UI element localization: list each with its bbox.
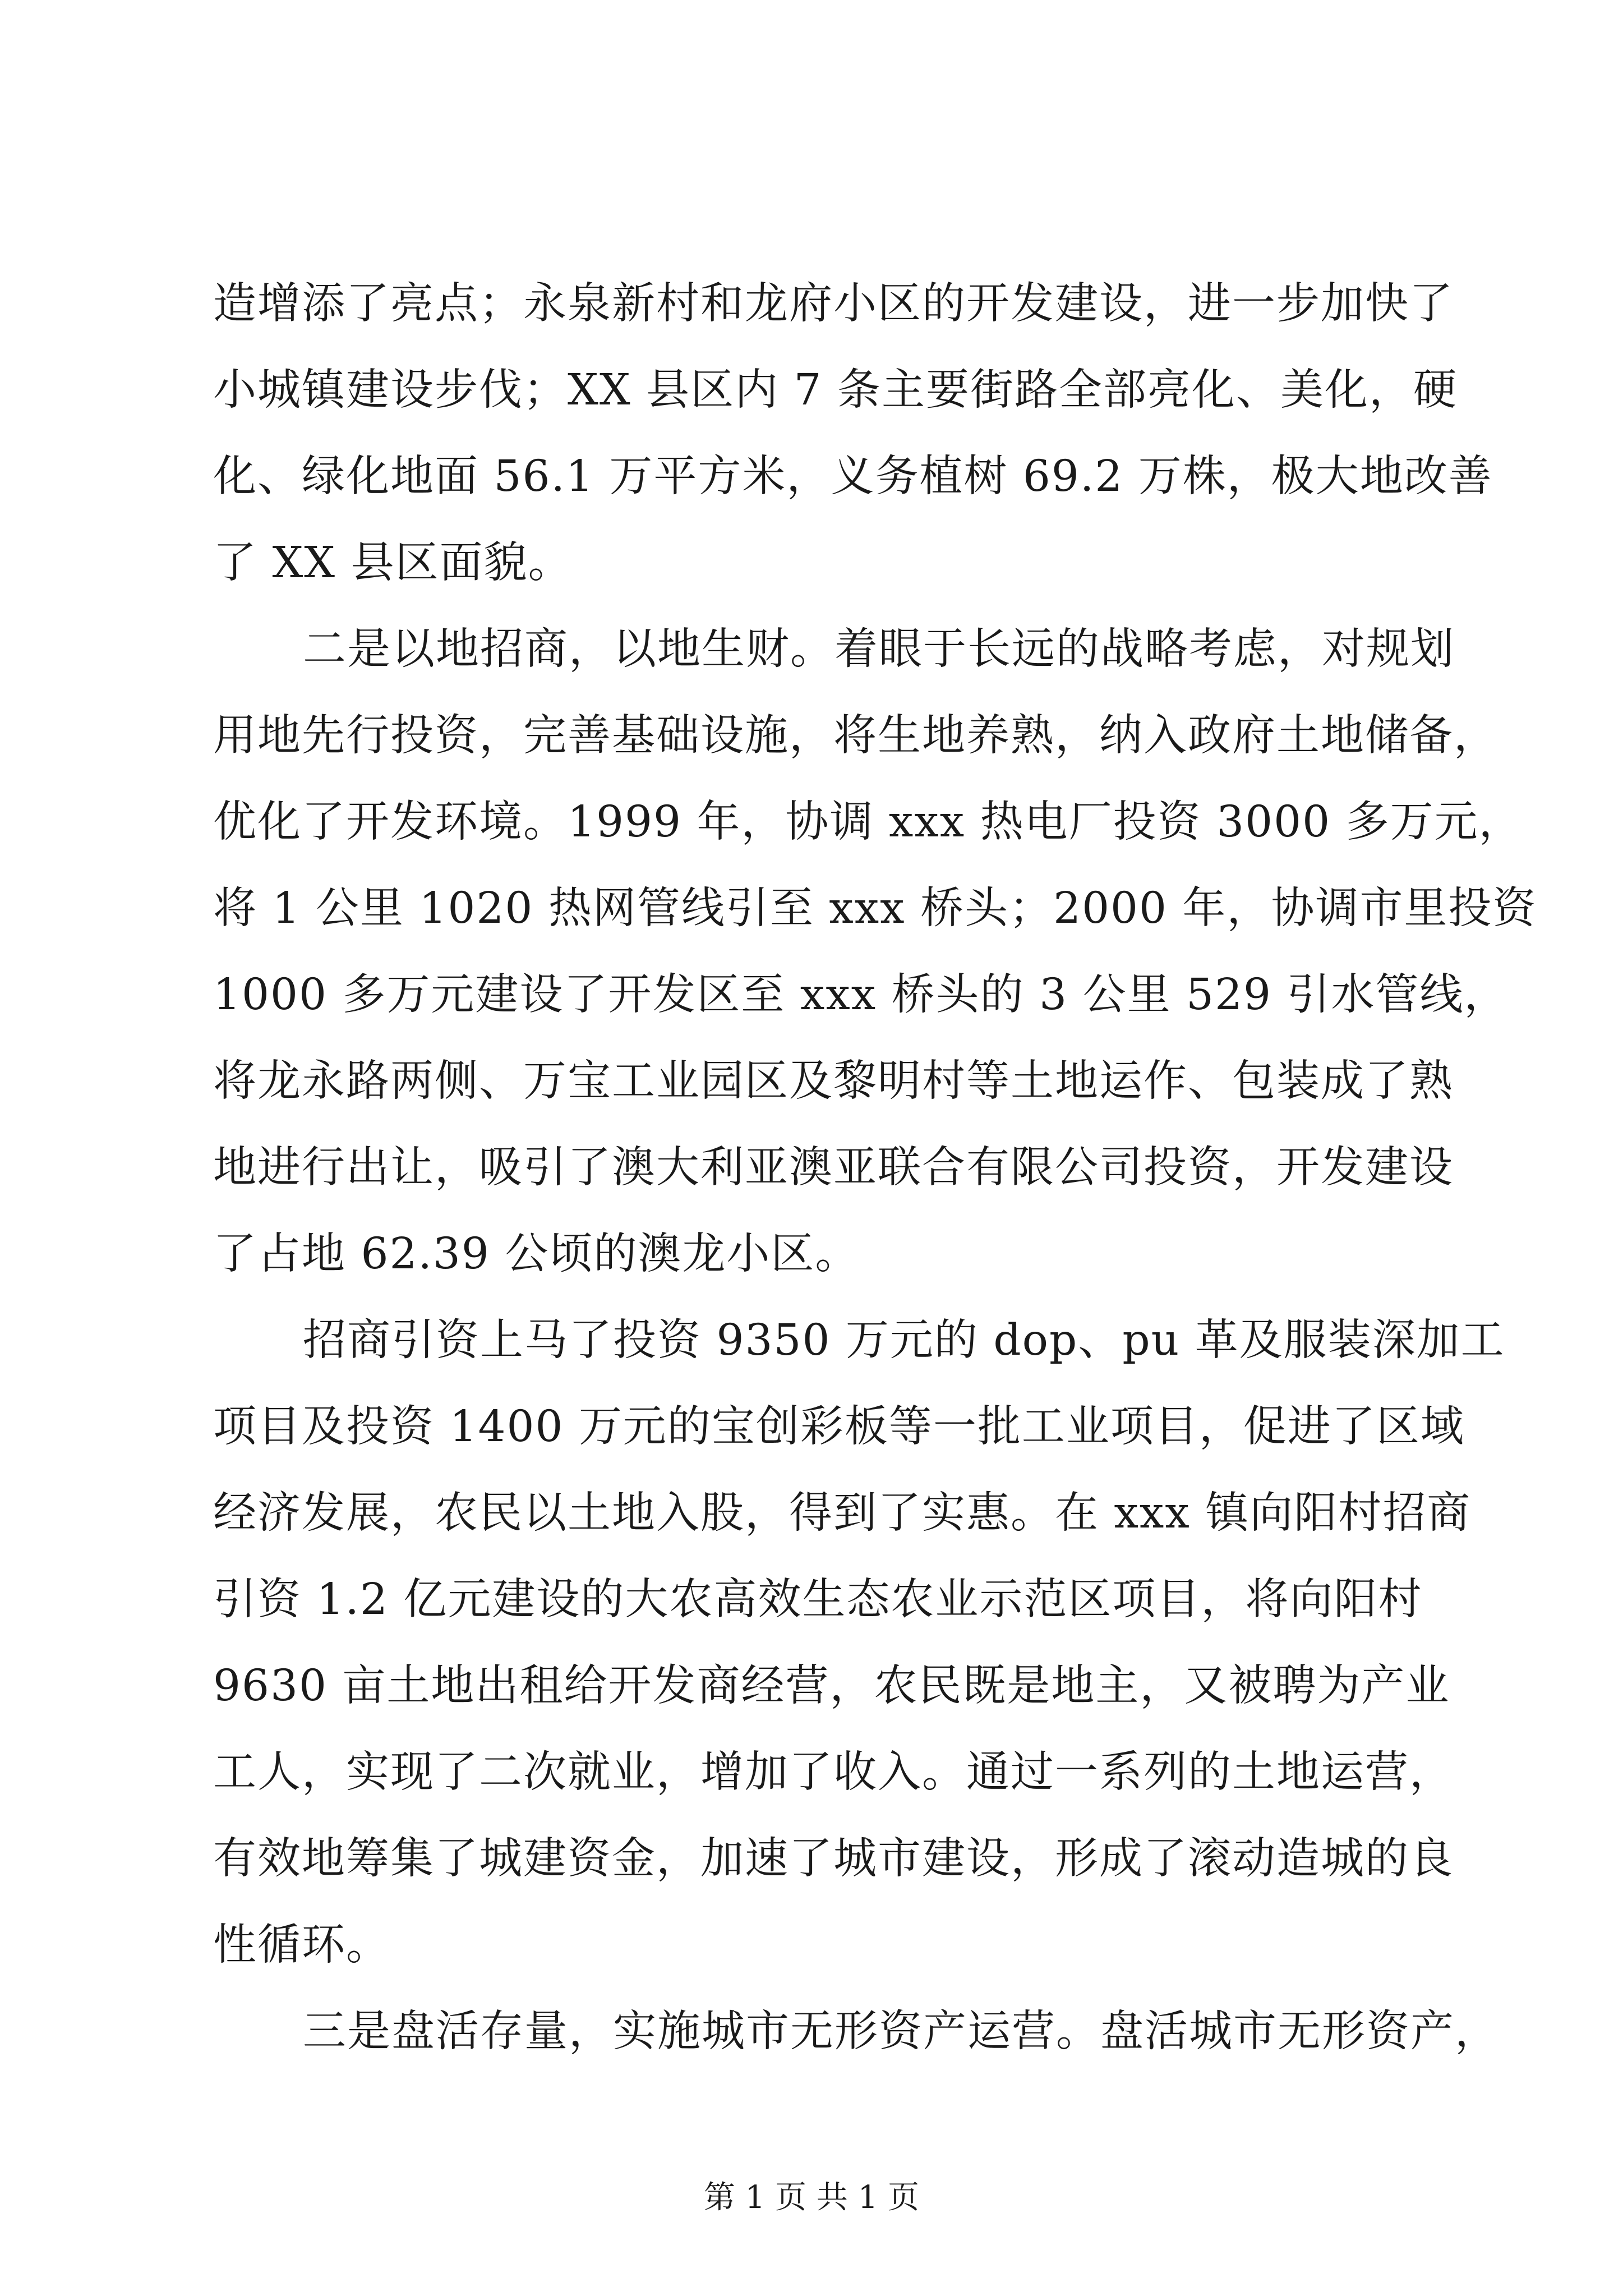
- paragraph-first-line: 三是盘活存量，实施城市无形资产运营。盘活城市无形资产，: [303, 2007, 1499, 2056]
- body-text-line: 小城镇建设步伐；XX 县区内 7 条主要街路全部亮化、美化，硬: [213, 365, 1458, 415]
- body-text-line: 造增添了亮点；永泉新村和龙府小区的开发建设，进一步加快了: [213, 279, 1454, 329]
- body-text-line: 工人，实现了二次就业，增加了收入。通过一系列的土地运营，: [213, 1747, 1454, 1797]
- body-text-line: 性循环。: [213, 1920, 390, 1970]
- paragraph-first-line: 招商引资上马了投资 9350 万元的 dop、pu 革及服装深加工: [303, 1315, 1505, 1365]
- body-text-line: 优化了开发环境。1999 年，协调 xxx 热电厂投资 3000 多万元，: [213, 797, 1523, 847]
- body-text-line: 用地先行投资，完善基础设施，将生地养熟，纳入政府土地储备，: [213, 711, 1498, 761]
- body-text-line: 将龙永路两侧、万宝工业园区及黎明村等土地运作、包装成了熟: [213, 1056, 1454, 1106]
- body-text-line: 经济发展，农民以土地入股，得到了实惠。在 xxx 镇向阳村招商: [213, 1488, 1472, 1538]
- body-text-line: 化、绿化地面 56.1 万平方米，义务植树 69.2 万株，极大地改善: [213, 452, 1493, 501]
- body-text-line: 地进行出让，吸引了澳大利亚澳亚联合有限公司投资，开发建设: [213, 1143, 1454, 1193]
- body-text-line: 将 1 公里 1020 热网管线引至 xxx 桥头；2000 年，协调市里投资: [213, 884, 1537, 933]
- body-text-line: 引资 1.2 亿元建设的大农高效生态农业示范区项目，将向阳村: [213, 1575, 1423, 1625]
- body-text-line: 项目及投资 1400 万元的宝创彩板等一批工业项目，促进了区域: [213, 1402, 1465, 1452]
- paragraph-first-line: 二是以地招商，以地生财。着眼于长远的战略考虑，对规划: [303, 624, 1455, 674]
- page-footer: 第 1 页 共 1 页: [703, 2179, 920, 2216]
- body-text-line: 9630 亩土地出租给开发商经营，农民既是地主，又被聘为产业: [213, 1661, 1450, 1711]
- body-text-line: 了占地 62.39 公顷的澳龙小区。: [213, 1229, 860, 1279]
- body-text-line: 1000 多万元建设了开发区至 xxx 桥头的 3 公里 529 引水管线，: [213, 970, 1509, 1020]
- body-text-line: 有效地筹集了城建资金，加速了城市建设，形成了滚动造城的良: [213, 1834, 1454, 1884]
- body-text-line: 了 XX 县区面貌。: [213, 538, 573, 588]
